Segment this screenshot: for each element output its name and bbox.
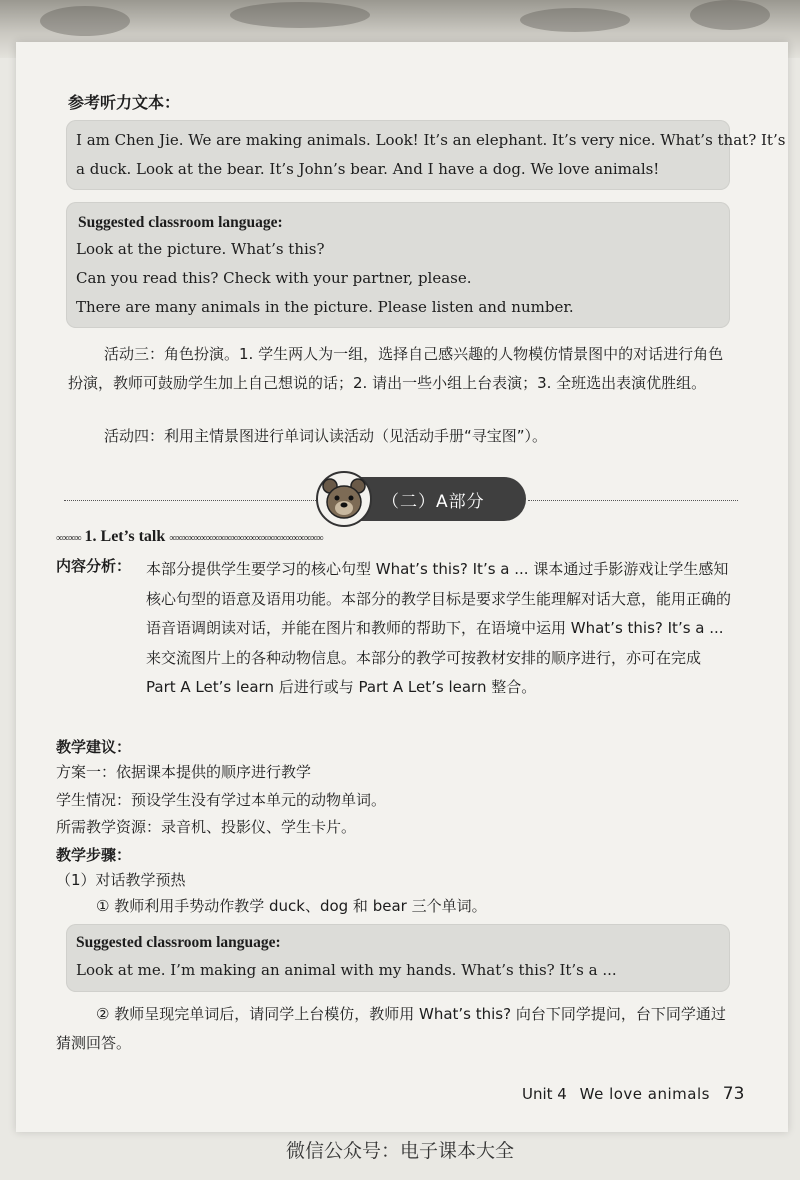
section-title: （二）A部分 xyxy=(382,492,485,512)
classroom-language-box-1 xyxy=(66,202,730,328)
content-analysis-text: 本部分提供学生要学习的核心句型 What’s this? It’s a ... 课本通过手影游戏让学生感知核心句型的语意及语用功能。本部分的教学目标是要求学生能理解对话大意，能用正确的语音语调朗读对话，并能在图片和教师的帮助下，在语境中运用 What’s this? It’s a ... 来交流图片上的各种动物信息。本部分的教学可按教材安排的顺序进行，亦可在完成 Part A Let’s learn 后进行或与 Part A Let’s learn 整合。 xyxy=(146,560,732,696)
lets-talk-prefix-ornament: ∞∞∞∞ xyxy=(56,533,81,544)
step-one-item-two: ② 教师呈现完单词后，请同学上台模仿，教师用 What’s this? 向台下同学提问，台下同学通过猜测回答。 xyxy=(56,1005,726,1052)
activity-four-paragraph: 活动四：利用主情景图进行单词认读活动（见活动手册“寻宝图”）。 xyxy=(104,427,548,445)
page-footer xyxy=(522,1084,744,1104)
listening-line-1: I am Chen Jie. We are making animals. Look! It’s an elephant. It’s very nice. What’s that? It’s xyxy=(76,131,786,149)
lets-talk-suffix-ornament: ∞∞∞∞∞∞∞∞∞∞∞∞∞∞∞∞∞∞∞∞∞∞∞∞∞ xyxy=(169,533,323,544)
step-one: （1）对话教学预热 xyxy=(56,871,186,889)
content-analysis-label: 内容分析： xyxy=(56,557,132,575)
lets-talk-title: 1. Let’s talk xyxy=(84,528,166,545)
page-number: 73 xyxy=(722,1084,745,1104)
step-one-item-one: ① 教师利用手势动作教学 duck、dog 和 bear 三个单词。 xyxy=(96,897,487,915)
listening-line-2: a duck. Look at the bear. It’s John’s bear. And I have a dog. We love animals! xyxy=(76,160,660,178)
student-situation: 学生情况：预设学生没有学过本单元的动物单词。 xyxy=(56,791,387,809)
classroom-language-heading-1: Suggested classroom language: xyxy=(78,214,283,231)
plan-one: 方案一：依据课本提供的顺序进行教学 xyxy=(56,763,312,781)
classroom-language-heading-2: Suggested classroom language: xyxy=(76,934,281,951)
classroom-line-4: Look at me. I’m making an animal with my hands. What’s this? It’s a ... xyxy=(76,961,617,979)
teaching-resources: 所需教学资源：录音机、投影仪、学生卡片。 xyxy=(56,818,357,836)
footer-unit: Unit 4 xyxy=(522,1085,567,1103)
activity-three-paragraph: 活动三：角色扮演。1. 学生两人为一组，选择自己感兴趣的人物模仿情景图中的对话进行角色扮演，教师可鼓励学生加上自己想说的话；2. 请出一些小组上台表演；3. 全班选出表演优胜组。 xyxy=(68,345,724,392)
lets-talk-heading xyxy=(56,528,322,546)
listening-text-box xyxy=(66,120,786,190)
teaching-steps-heading: 教学步骤： xyxy=(56,846,132,864)
classroom-language-box-2 xyxy=(66,924,730,992)
classroom-line-2: Can you read this? Check with your partner, please. xyxy=(76,269,472,287)
section-divider-left xyxy=(64,500,318,501)
bear-icon xyxy=(316,471,372,527)
classroom-line-3: There are many animals in the picture. Please listen and number. xyxy=(76,298,574,316)
suggestions-heading: 教学建议： xyxy=(56,738,132,756)
watermark-text: 微信公众号：电子课本大全 xyxy=(285,1140,514,1162)
footer-title: We love animals xyxy=(579,1085,710,1103)
section-divider-right xyxy=(528,500,738,501)
listening-heading: 参考听力文本： xyxy=(68,93,181,112)
classroom-line-1: Look at the picture. What’s this? xyxy=(76,240,325,258)
